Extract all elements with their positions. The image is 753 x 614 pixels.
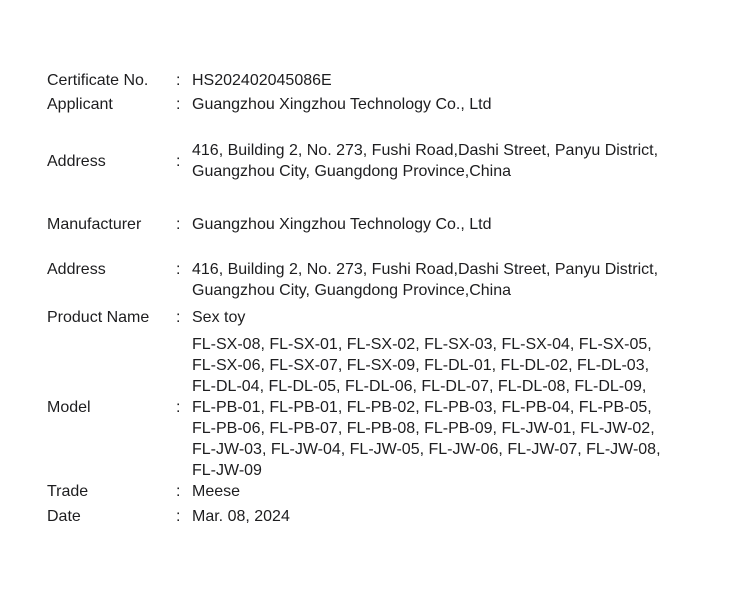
field-value [192,70,332,91]
field-value-line: Guangzhou City, Guangdong Province,China [192,163,512,180]
field-value [192,506,290,527]
field-separator: : [176,508,181,525]
field-label: Address [47,261,106,278]
field-label: Model [47,399,91,416]
field-row-applicant [47,94,733,115]
field-row-trade [47,481,733,502]
field-value [192,214,491,235]
field-value-line: 416, Building 2, No. 273, Fushi Road,Dashi Street, Panyu District, [192,261,659,278]
field-label: Product Name [47,309,150,326]
field-value-line: Mar. 08, 2024 [192,508,290,525]
field-value-line: FL-PB-01, FL-PB-01, FL-PB-02, FL-PB-03, FL-PB-04, FL-PB-05, [192,399,652,416]
field-value-line: Guangzhou Xingzhou Technology Co., Ltd [192,96,492,113]
field-row-certificate-no [47,70,733,91]
field-row-manufacturer [47,214,733,235]
field-row-model [47,334,733,481]
field-row-manufacturer-address [47,259,733,301]
field-value-line: Guangzhou City, Guangdong Province,China [192,282,512,299]
field-separator: : [176,309,181,326]
field-label: Address [47,152,106,170]
field-separator: : [176,152,181,170]
field-separator: : [176,483,181,500]
field-label: Certificate No. [47,72,149,89]
field-value-line: 416, Building 2, No. 273, Fushi Road,Dashi Street, Panyu District, [192,142,659,159]
field-label: Date [47,508,81,525]
field-row-applicant-address [47,140,733,182]
field-value-line: Guangzhou Xingzhou Technology Co., Ltd [192,216,492,233]
field-value-line: Sex toy [192,309,246,326]
field-separator: : [176,96,181,113]
field-row-date [47,506,733,527]
field-separator: : [176,399,181,416]
field-separator: : [176,72,181,89]
field-label: Manufacturer [47,216,142,233]
field-value-line: FL-PB-06, FL-PB-07, FL-PB-08, FL-PB-09, FL-JW-01, FL-JW-02, [192,420,655,437]
field-value-line: FL-JW-09 [192,462,262,479]
field-value-line: HS202402045086E [192,72,332,89]
certificate-fields [47,70,733,527]
field-value [192,481,240,502]
field-row-product-name [47,307,733,328]
field-label: Applicant [47,96,113,113]
field-separator: : [176,261,181,278]
field-value [192,307,245,328]
field-value-line: Meese [192,483,241,500]
field-value [192,94,491,115]
field-value [192,334,661,481]
field-value [192,140,658,182]
field-separator: : [176,216,181,233]
field-value [192,259,658,301]
field-value-line: FL-SX-08, FL-SX-01, FL-SX-02, FL-SX-03, FL-SX-04, FL-SX-05, [192,336,652,353]
field-value-line: FL-DL-04, FL-DL-05, FL-DL-06, FL-DL-07, FL-DL-08, FL-DL-09, [192,378,647,395]
field-value-line: FL-SX-06, FL-SX-07, FL-SX-09, FL-DL-01, FL-DL-02, FL-DL-03, [192,357,650,374]
field-value-line: FL-JW-03, FL-JW-04, FL-JW-05, FL-JW-06, FL-JW-07, FL-JW-08, [192,441,661,458]
field-label: Trade [47,483,89,500]
